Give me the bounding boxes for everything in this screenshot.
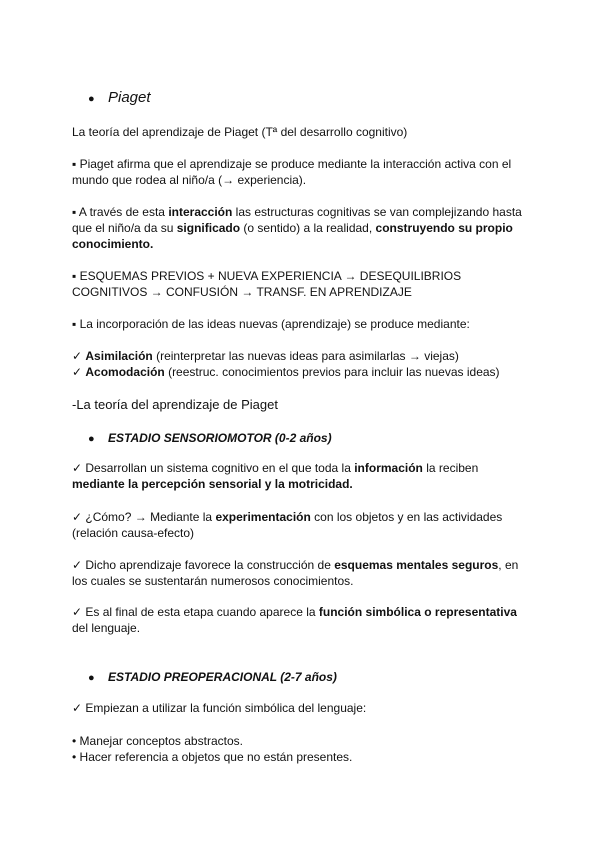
text-run: del lenguaje.: [72, 621, 141, 635]
check-icon: ✓: [72, 349, 86, 363]
bold-run: Asimilación: [85, 349, 153, 363]
bold-run: significado: [176, 221, 241, 235]
bold-run: función simbólica o representativa: [318, 605, 517, 619]
stage1-point-3: [72, 557, 532, 589]
bold-run: mediante la percepción sensorial y la motricidad.: [72, 477, 353, 491]
list-item: • Manejar conceptos abstractos.: [72, 734, 243, 748]
stage2-title: ESTADIO PREOPERACIONAL (2-7 años): [108, 670, 337, 684]
stage1-point-1: [72, 460, 532, 492]
check-asimilacion: [72, 348, 532, 364]
bullet-icon: ●: [88, 433, 95, 445]
text-run: ✓ Dicho aprendizaje favorece la construcción de: [72, 558, 335, 572]
text-run: ▪ A través de esta: [72, 205, 169, 219]
intro-line: La teoría del aprendizaje de Piaget (Tª del desarrollo cognitivo): [72, 125, 408, 139]
stage1-point-2: [72, 509, 532, 541]
stage1-point-4: [72, 604, 532, 636]
bold-run: información: [354, 461, 423, 475]
bold-run: construyendo su propio conocimiento.: [72, 221, 513, 251]
text-run: ✓ ¿Cómo? → Mediante la: [72, 510, 216, 524]
stage2-heading: [88, 669, 337, 686]
heading-piaget: [88, 90, 151, 107]
paragraph-schemas: ▪ ESQUEMAS PREVIOS + NUEVA EXPERIENCIA → DESEQUILIBRIOS COGNITIVOS → CONFUSIÓN → TRANSF. EN APRENDIZAJE: [72, 269, 462, 299]
bold-run: interacción: [168, 205, 233, 219]
subtitle-line: -La teoría del aprendizaje de Piaget: [72, 397, 278, 412]
bullet-icon: ●: [88, 93, 95, 105]
text-run: la reciben: [422, 461, 479, 475]
text-run: con los objetos y en las actividades (relación causa-efecto): [72, 510, 503, 540]
paragraph-incorporation: ▪ La incorporación de las ideas nuevas (aprendizaje) se produce mediante:: [72, 317, 470, 331]
text-run: (reinterpretar las nuevas ideas para asimilarlas → viejas): [152, 349, 459, 363]
bold-run: Acomodación: [85, 365, 165, 379]
heading-title: Piaget: [108, 89, 151, 106]
stage1-heading: [88, 430, 332, 447]
bullet-icon: ●: [88, 672, 95, 684]
paragraph-structures: [72, 204, 532, 252]
text-run: ✓ Desarrollan un sistema cognitivo en el que toda la: [72, 461, 355, 475]
bold-run: esquemas mentales seguros: [334, 558, 499, 572]
text-run: , en los cuales se sustentarán numerosos conocimientos.: [72, 558, 519, 588]
stage1-title: ESTADIO SENSORIOMOTOR (0-2 años): [108, 431, 332, 445]
paragraph-interaction: ▪ Piaget afirma que el aprendizaje se produce mediante la interacción activa con el mundo que rodea al niño/a (→ experiencia).: [72, 157, 512, 187]
text-run: las estructuras cognitivas se van complejizando hasta que el niño/a da su: [72, 205, 522, 235]
text-run: ✓ Es al final de esta etapa cuando aparece la: [72, 605, 319, 619]
check-acomodacion: [72, 364, 532, 380]
check-icon: ✓: [72, 365, 86, 379]
stage2-point-1: ✓ Empiezan a utilizar la función simbólica del lenguaje:: [72, 701, 367, 715]
list-item: • Hacer referencia a objetos que no están presentes.: [72, 750, 353, 764]
bold-run: experimentación: [215, 510, 311, 524]
text-run: (reestruc. conocimientos previos para incluir las nuevas ideas): [164, 365, 500, 379]
text-run: (o sentido) a la realidad,: [240, 221, 376, 235]
